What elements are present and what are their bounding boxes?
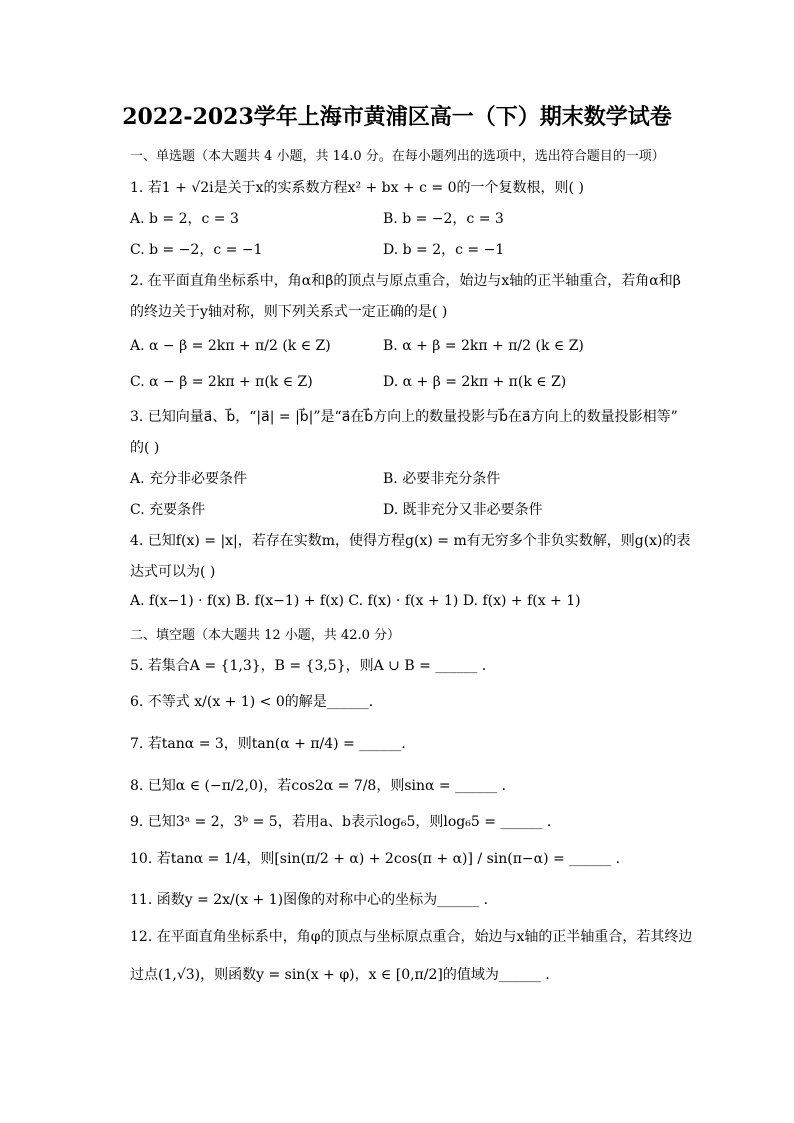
question-8: 8. 已知α ∈ (−π/2,0)，若cos2α = 7/8，则sinα = ______ .	[130, 778, 507, 794]
question-1-option-d: D. b = 2，c = −1	[383, 242, 505, 258]
question-3-line-2: 的( )	[130, 440, 160, 456]
question-1-option-c: C. b = −2，c = −1	[130, 242, 263, 258]
question-4-line-1: 4. 已知f(x) = |x|，若存在实数m，使得方程g(x) = m有无穷多个非负实数解，则g(x)的表	[130, 533, 691, 549]
question-2-option-d: D. α + β = 2kπ + π(k ∈ Z)	[383, 374, 567, 390]
question-5: 5. 若集合A = {1,3}，B = {3,5}，则A ∪ B = ______ .	[130, 658, 487, 674]
question-1-option-a: A. b = 2，c = 3	[130, 211, 239, 227]
question-6: 6. 不等式 x/(x + 1) < 0的解是______.	[130, 694, 374, 710]
question-2-option-b: B. α + β = 2kπ + π/2 (k ∈ Z)	[383, 338, 584, 354]
question-7: 7. 若tanα = 3，则tan(α + π/4) = ______.	[130, 736, 406, 752]
section-heading-single-choice: 一、单选题（本大题共 4 小题，共 14.0 分。在每小题列出的选项中，选出符合题目的一项）	[130, 149, 665, 164]
question-4-options: A. f(x−1) · f(x) B. f(x−1) + f(x) C. f(x) · f(x + 1) D. f(x) + f(x + 1)	[130, 593, 581, 609]
question-4-line-2: 达式可以为( )	[130, 564, 216, 580]
question-3-option-d: D. 既非充分又非必要条件	[383, 502, 543, 518]
question-3-line-1: 3. 已知向量a⃗、b⃗，“|a⃗| = |b⃗|”是“a⃗在b⃗方向上的数量投影与b⃗在a⃗方向上的数量投影相等”	[130, 409, 678, 425]
question-3-option-b: B. 必要非充分条件	[383, 471, 501, 487]
page-title: 2022-2023学年上海市黄浦区高一（下）期末数学试卷	[122, 104, 672, 130]
question-12-line-1: 12. 在平面直角坐标系中，角φ的顶点与坐标原点重合，始边与x轴的正半轴重合，若其终边	[130, 929, 693, 945]
question-3-option-a: A. 充分非必要条件	[130, 471, 248, 487]
question-3-option-c: C. 充要条件	[130, 502, 206, 518]
question-2-option-a: A. α − β = 2kπ + π/2 (k ∈ Z)	[130, 338, 331, 354]
question-2-option-c: C. α − β = 2kπ + π(k ∈ Z)	[130, 374, 313, 390]
section-heading-fill-blank: 二、填空题（本大题共 12 小题，共 42.0 分）	[130, 628, 401, 643]
question-11: 11. 函数y = 2x/(x + 1)图像的对称中心的坐标为______ .	[130, 892, 489, 908]
question-10: 10. 若tanα = 1/4，则[sin(π/2 + α) + 2cos(π + α)] / sin(π−α) = ______ .	[130, 851, 621, 867]
question-2-line-1: 2. 在平面直角坐标系中，角α和β的顶点与原点重合，始边与x轴的正半轴重合，若角α和β	[130, 273, 681, 289]
question-1-option-b: B. b = −2，c = 3	[383, 211, 504, 227]
question-2-line-2: 的终边关于y轴对称，则下列关系式一定正确的是( )	[130, 304, 448, 320]
question-9: 9. 已知3ᵃ = 2，3ᵇ = 5，若用a、b表示log₆5，则log₆5 = ______ .	[130, 814, 552, 830]
question-1: 1. 若1 + √2i是关于x的实系数方程x² + bx + c = 0的一个复数根，则( )	[130, 180, 584, 196]
question-12-line-2: 过点(1,√3)，则函数y = sin(x + φ)，x ∈ [0,π/2]的值域为______ .	[130, 967, 550, 983]
